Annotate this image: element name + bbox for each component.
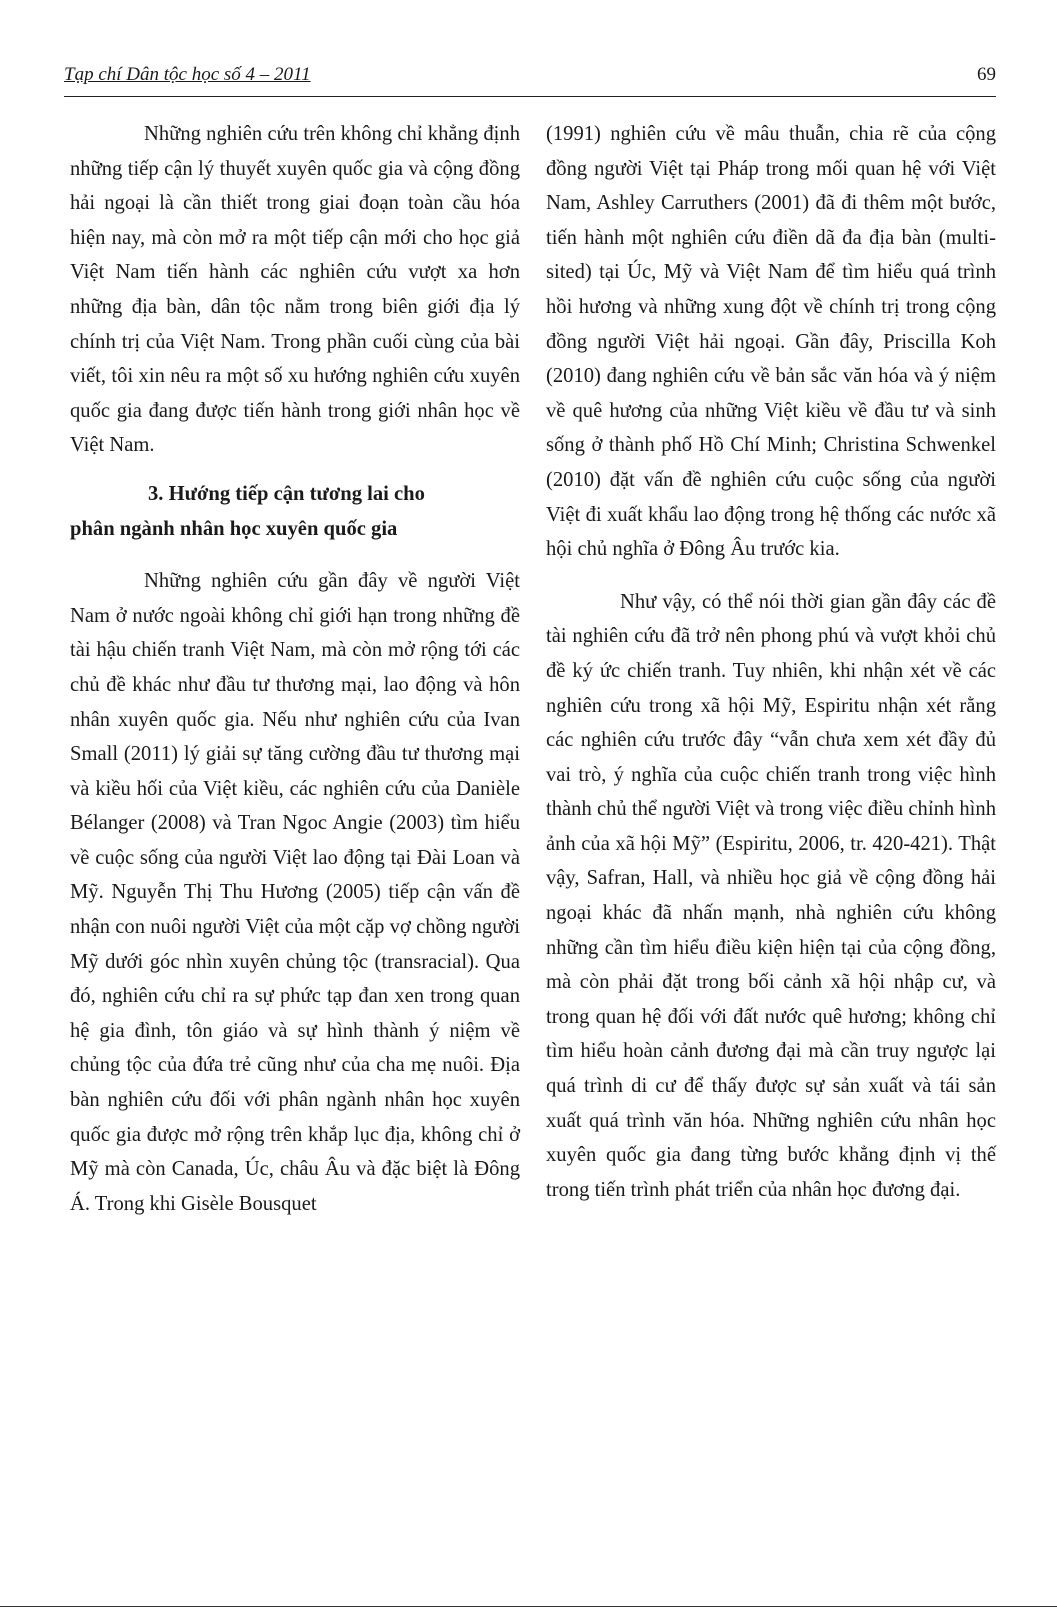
right-paragraph-1: (1991) nghiên cứu về mâu thuẫn, chia rẽ của cộng đồng người Việt tại Pháp trong mối quan hệ với Việt Nam, Ashley Carruthers (2001) đã đi thêm một bước, tiến hành một nghiên cứu điền dã đa địa bàn (multi-sited) tại Úc, Mỹ và Việt Nam để tìm hiểu quá trình hồi hương và những xung đột về chính trị trong cộng đồng người Việt hải ngoại. Gần đây, Priscilla Koh (2010) đang nghiên cứu về bản sắc văn hóa và ý niệm về quê hương của những Việt kiều về đầu tư và sinh sống ở thành phố Hồ Chí Minh; Christina Schwenkel (2010) đặt vấn đề nghiên cứu cuộc sống của người Việt đi xuất khẩu lao động trong hệ thống các nước xã hội chủ nghĩa ở Đông Âu trước kia. <box>546 123 996 561</box>
section-heading-line-1: 3. Hướng tiếp cận tương lai cho <box>148 482 425 505</box>
section-heading <box>70 477 520 546</box>
left-column <box>70 117 520 1221</box>
right-paragraph-2: Như vậy, có thể nói thời gian gần đây các đề tài nghiên cứu đã trở nên phong phú và vượt khỏi chủ đề ký ức chiến tranh. Tuy nhiên, khi nhận xét về các nghiên cứu trong xã hội Mỹ, Espiritu nhận xét rằng các nghiên cứu trước đây “vẫn chưa xem xét đầy đủ vai trò, ý nghĩa của cuộc chiến tranh trong việc hình thành chủ thể người Việt và trong việc điều chỉnh hình ảnh của xã hội Mỹ” (Espiritu, 2006, tr. 420-421). Thật vậy, Safran, Hall, và nhiều học giả về cộng đồng hải ngoại khác đã nhấn mạnh, nhà nghiên cứu không những cần tìm hiểu điều kiện hiện tại của cộng đồng, mà còn phải đặt trong bối cảnh xã hội nhập cư, và trong quan hệ đối với đất nước quê hương; không chỉ tìm hiểu hoàn cảnh đương đại mà cần truy ngược lại quá trình di cư để thấy được sự sản xuất và tái sản xuất quá trình văn hóa. Những nghiên cứu nhân học xuyên quốc gia đang từng bước khẳng định vị thế trong tiến trình phát triển của nhân học đương đại. <box>546 590 996 1201</box>
left-paragraph-1: Những nghiên cứu trên không chỉ khẳng định những tiếp cận lý thuyết xuyên quốc gia và cộng đồng hải ngoại là cần thiết trong giai đoạn toàn cầu hóa hiện nay, mà còn mở ra một tiếp cận mới cho học giả Việt Nam tiến hành các nghiên cứu vượt xa hơn những địa bàn, dân tộc nằm trong biên giới địa lý chính trị của Việt Nam. Trong phần cuối cùng của bài viết, tôi xin nêu ra một số xu hướng nghiên cứu xuyên quốc gia đang được tiến hành trong giới nhân học về Việt Nam. <box>70 123 520 457</box>
page-header <box>64 60 996 97</box>
left-paragraph-2: Những nghiên cứu gần đây về người Việt Nam ở nước ngoài không chỉ giới hạn trong những đề tài hậu chiến tranh Việt Nam, mà còn mở rộng tới các chủ đề khác như đầu tư thương mại, lao động và hôn nhân xuyên quốc gia. Nếu như nghiên cứu của Ivan Small (2011) lý giải sự tăng cường đầu tư thương mại và kiều hối của Việt kiều, các nghiên cứu của Danièle Bélanger (2008) và Tran Ngoc Angie (2003) tìm hiểu về cuộc sống của người Việt lao động tại Đài Loan và Mỹ. Nguyễn Thị Thu Hương (2005) tiếp cận vấn đề nhận con nuôi người Việt của một cặp vợ chồng người Mỹ dưới góc nhìn xuyên chủng tộc (transracial). Qua đó, nghiên cứu chỉ ra sự phức tạp đan xen trong quan hệ gia đình, tôn giáo và sự hình thành ý niệm về chủng tộc của đứa trẻ cũng như của cha mẹ nuôi. Địa bàn nghiên cứu đối với phân ngành nhân học xuyên quốc gia được mở rộng trên khắp lục địa, không chỉ ở Mỹ mà còn Canada, Úc, châu Âu và đặc biệt là Đông Á. Trong khi Gisèle Bousquet <box>70 570 520 1215</box>
journal-title: Tạp chí Dân tộc học số 4 – 2011 <box>64 64 311 85</box>
section-heading-line-2: phân ngành nhân học xuyên quốc gia <box>70 517 398 540</box>
bottom-rule <box>0 1606 1057 1608</box>
paragraph-gap <box>546 567 996 585</box>
right-column <box>546 117 996 1207</box>
page-number: 69 <box>977 64 996 85</box>
